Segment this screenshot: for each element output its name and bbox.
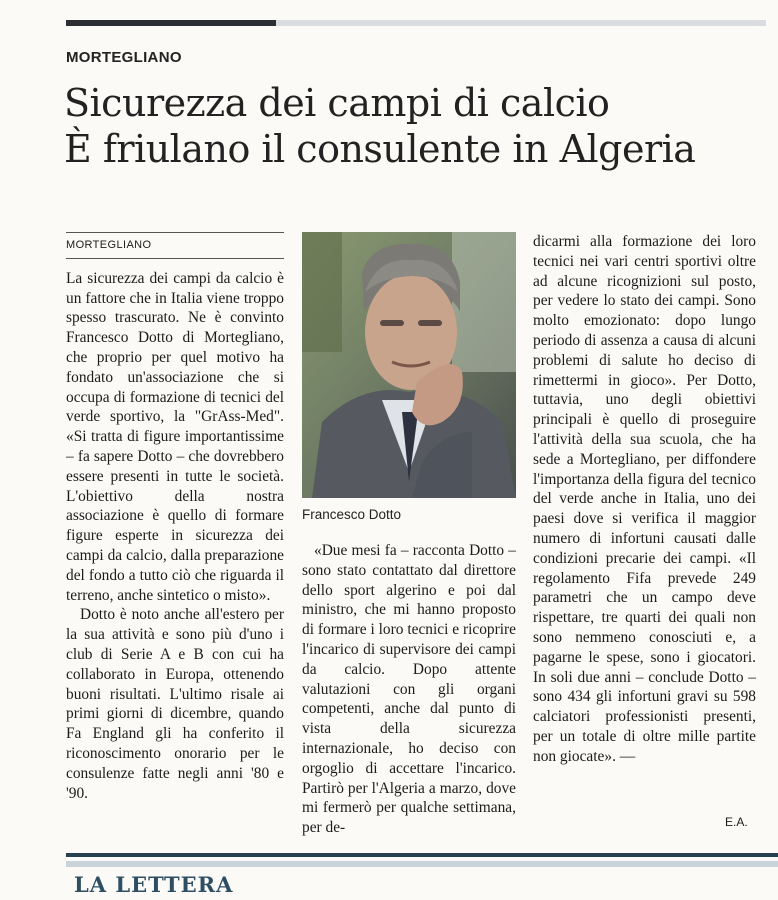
section-kicker: MORTEGLIANO [66,49,182,66]
headline [64,80,764,172]
article-column-1 [66,232,284,803]
photo-caption: Francesco Dotto [302,507,402,522]
footer-rule-dark [66,853,778,857]
paragraph: «Due mesi fa – racconta Dotto – sono stato contattato dal direttore dello sport algerino e poi dal ministro, che mi hanno proposto di formare i loro tecnici e ricoprire l'incarico di supervisore dei campi da calcio. Dopo attente valutazioni con gli organi competenti, anche dal punto di vista della sicurezza internazionale, ho deciso con orgoglio di accettare l'incarico. Partirò per l'Algeria a marzo, dove mi fermerò per qualche settimana, per de- [302,542,516,837]
portrait-photo [302,232,516,498]
top-rule [66,20,766,26]
portrait-photo-icon [302,232,516,498]
dateline: MORTEGLIANO [66,232,284,259]
paragraph: La sicurezza dei campi da calcio è un fattore che in Italia viene troppo spesso trascurato. Ne è convinto Francesco Dotto di Mortegliano, che proprio per quel motivo ha fondato un'associazione che si occupa di formazione di tecnici del verde sportivo, la "GrAss-Med". «Si tratta di figure importantissime – fa sapere Dotto – che dovrebbero essere presenti in tutte le società. L'obiettivo della nostra associazione è quello di formare figure esperte in sicurezza dei campi da calcio, dalla preparazione del fondo a tutto ciò che riguarda il terreno, anche sintetico o misto». [66,269,284,604]
paragraph: dicarmi alla formazione dei loro tecnici nei vari centri sportivi oltre ad alcune ricognizioni sul posto, per vedere lo stato dei campi. Sono molto emozionato: dopo lungo periodo di assenza a causa di alcuni problemi di salute ho deciso di rimettermi in gioco». Per Dotto, tuttavia, uno degli obiettivi principali è quello di proseguire l'attività della sua scuola, che ha sede a Mortegliano, per diffondere l'importanza della figura del tecnico del verde anche in Italia, uno dei paesi dove si verifica il maggior numero di infortuni causati dalle condizioni precarie dei campi. «Il regolamento Fifa prevede 249 parametri che un campo deve rispettare, tre quarti dei quali non sono nemmeno conosciuti e, a pagarne le spese, sono i giocatori. In soli due anni – conclude Dotto – sono 434 gli infortuni gravi su 598 calciatori professionisti presenti, per un totale di oltre mille partite non giocate». — [533,233,756,765]
headline-line-1: Sicurezza dei campi di calcio [64,81,610,125]
top-rule-accent [66,20,276,26]
footer-rule-light [66,861,778,867]
paragraph: Dotto è noto anche all'estero per la sua attività e sono più d'uno i club di Serie A e B con cui ha collaborato in Europa, ottenendo buoni risultati. L'ultimo risale ai primi giorni di dicembre, quando Fa England gli ha conferito il riconoscimento onorario per le consulenze fatte negli anni '80 e '90. [66,606,284,802]
article-column-2 [302,541,516,838]
headline-line-2: È friulano il consulente in Algeria [64,127,696,171]
author-signature: E.A. [725,815,748,829]
article-column-3 [533,232,756,767]
next-section-label: LA LETTERA [74,872,234,897]
